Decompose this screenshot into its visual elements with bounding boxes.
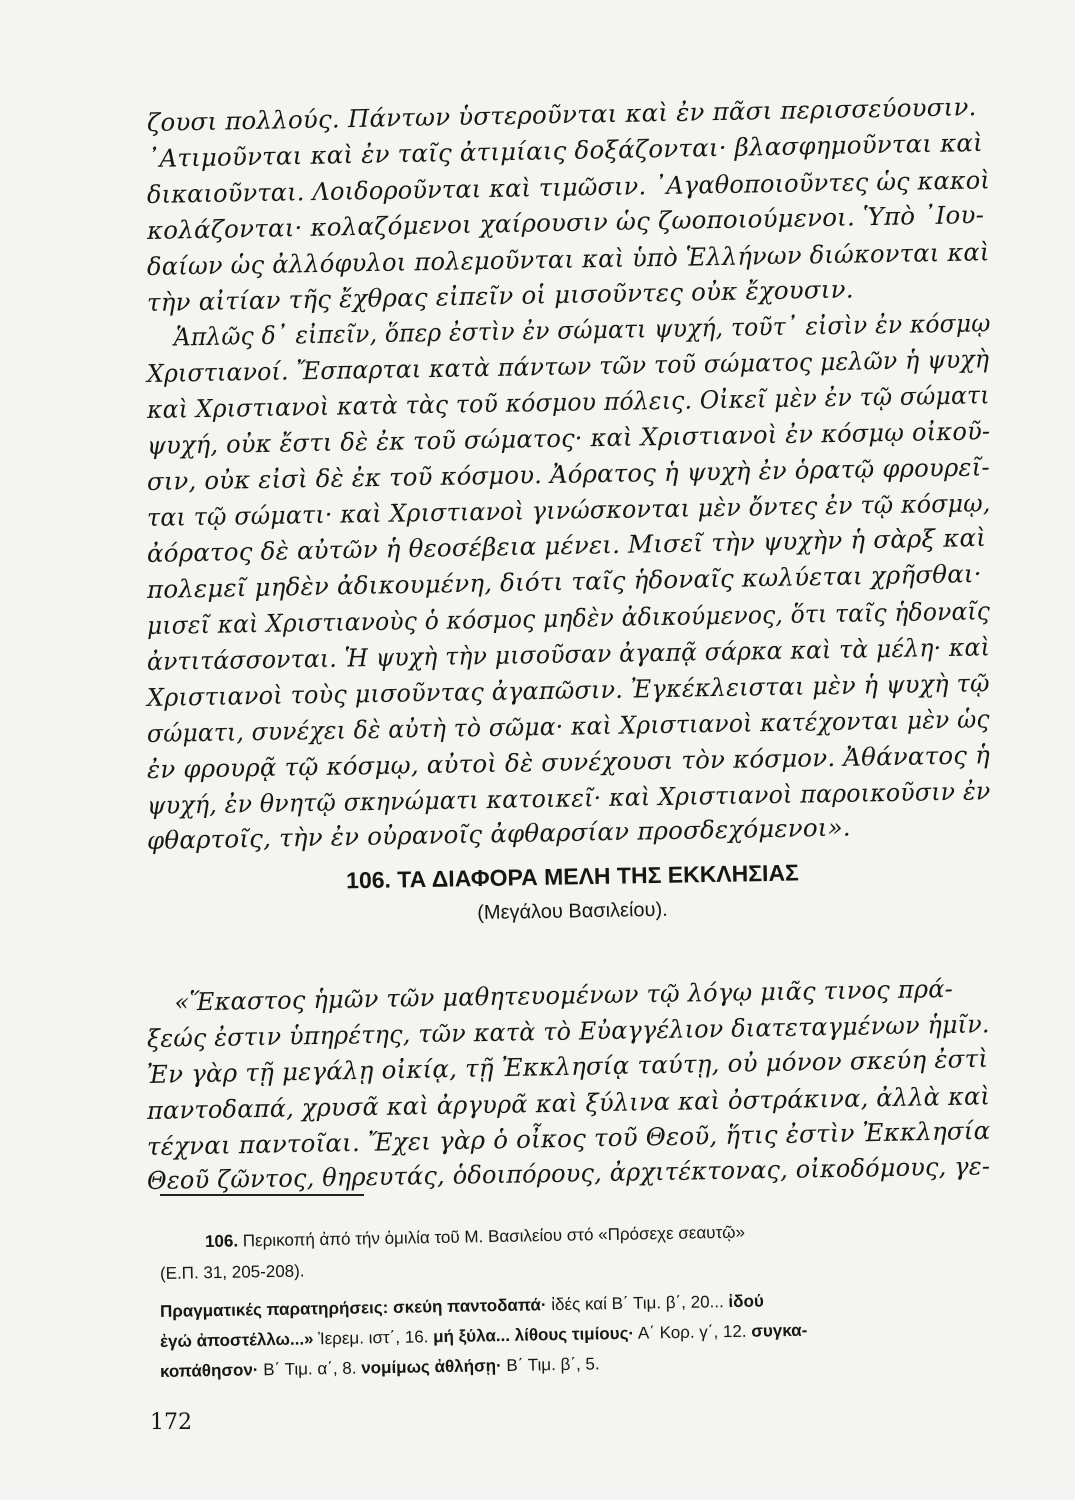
text-line: σιν, οὐκ εἰσὶ δὲ ἐκ τοῦ κόσμου. Ἀόρατος ἡ ψυχὴ ἐν ὁρατῷ φρουρεῖ- [146,452,991,496]
text-line: καὶ Χριστιανοὶ κατὰ τὰς τοῦ κόσμου πόλεις. Οἰκεῖ μὲν ἐν τῷ σώματι [146,380,990,424]
section-subtitle: (Μεγάλου Βασιλείου). [477,898,668,925]
text-line: πολεμεῖ μηδὲν ἀδικουμένη, διότι ταῖς ἡδοναῖς κωλύεται χρῆσθαι· [146,558,982,604]
footnote-line [160,1346,940,1384]
page-number: 172 [150,1410,192,1435]
text-line: ἐν φρουρᾷ τῷ κόσμῳ, αὐτοὶ δὲ συνέχουσι τὸν κόσμον. Ἀθάνατος ἡ [146,740,991,784]
footnote-bold: κοπάθησον· [159,1360,259,1381]
footnote-line [205,1216,985,1254]
footnote-text: Β΄ Τιμ. β΄, 5. [501,1354,600,1376]
footnote-bold: ἐγώ ἀποστέλλω...» [159,1329,314,1351]
text-line: φθαρτοῖς, τὴν ἐν οὐρανοῖς ἀφθαρσίαν προσδεχόμενοι». [146,812,852,855]
text-line: ζουσι πολλούς. Πάντων ὑστεροῦνται καὶ ἐν πᾶσι περισσεύουσιν. [146,92,977,137]
footnote-line: (Ε.Π. 31, 205-208). [159,1261,305,1283]
text-line: ξεώς ἐστιν ὑπηρέτης, τῶν κατὰ τὸ Εὐαγγέλιον διατεταγμένων ἡμῖν. [146,1009,990,1053]
text-line: Χριστιανοὶ τοὺς μισοῦντας ἀγαπῶσιν. Ἐγκέκλεισται μὲν ἡ ψυχὴ τῷ [146,668,990,712]
text-line: Θεοῦ ζῶντος, θηρευτάς, ὁδοιπόρους, ἀρχιτέκτονας, οἰκοδόμους, γε- [146,1151,991,1195]
footnote-bold: ἰδού [723,1291,764,1312]
footnote-bold: συγκα- [746,1320,808,1341]
text-line: παντοδαπά, χρυσᾶ καὶ ἀργυρᾶ καὶ ξύλινα καὶ ὀστράκινα, ἀλλὰ καὶ [146,1081,991,1125]
text-line: ἀντιτάσσονται. Ἡ ψυχὴ τὴν μισοῦσαν ἀγαπᾷ σάρκα καὶ τὰ μέλη· καὶ [146,632,991,676]
text-line: ψυχή, οὐκ ἔστι δὲ ἐκ τοῦ σώματος· καὶ Χριστιανοὶ ἐν κόσμῳ οἰκοῦ- [146,416,991,460]
text-line: «Ἕκαστος ἡμῶν τῶν μαθητευομένων τῷ λόγῳ μιᾶς τινος πρά- [174,973,954,1017]
text-line: τὴν αἰτίαν τῆς ἔχθρας εἰπεῖν οἱ μισοῦντες οὐκ ἔχουσιν. [146,274,854,317]
text-line: σώματι, συνέχει δὲ αὐτὴ τὸ σῶμα· καὶ Χριστιανοὶ κατέχονται μὲν ὡς [146,704,990,748]
text-line: δαίων ὡς ἀλλόφυλοι πολεμοῦνται καὶ ὑπὸ Ἑλλήνων διώκονται καὶ [146,237,990,281]
text-line: μισεῖ καὶ Χριστιανοὺς ὁ κόσμος μηδὲν ἀδικούμενος, ὅτι ταῖς ἡδοναῖς [146,596,991,640]
footnote-number: 106. [204,1231,239,1251]
text-line: κολάζονται· κολαζόμενοι χαίρουσιν ὡς ζωοποιούμενοι. Ὑπὸ ᾿Ιου- [146,199,985,245]
text-line: ψυχή, ἐν θνητῷ σκηνώματι κατοικεῖ· καὶ Χριστιανοὶ παροικοῦσιν ἐν [146,776,991,820]
footnote-text: Περικοπή ἀπό τήν ὁμιλία τοῦ Μ. Βασιλείου στό «Πρόσεχε σεαυτῷ» [242,1222,746,1251]
footnote-bold: Πραγματικές παρατηρήσεις: σκεύη παντοδαπά· [159,1295,547,1321]
text-line: Χριστιανοί. Ἔσπαρται κατὰ πάντων τῶν τοῦ σώματος μελῶν ἡ ψυχὴ [146,344,990,388]
text-line: ται τῷ σώματι· καὶ Χριστιανοὶ γινώσκονται μὲν ὄντες ἐν τῷ κόσμῳ, [146,488,991,532]
text-line: ἀόρατος δὲ αὐτῶν ἡ θεοσέβεια μένει. Μισεῖ τὴν ψυχὴν ἡ σὰρξ καὶ [146,522,987,568]
text-line: Ἐν γὰρ τῇ μεγάλῃ οἰκίᾳ, τῇ Ἐκκλησίᾳ ταύτῃ, οὐ μόνον σκεύη ἐστὶ [146,1043,989,1089]
footnote-divider [160,1194,364,1196]
footnote-text: Β΄ Τιμ. α΄, 8. [258,1358,357,1380]
text-line: τέχναι παντοῖαι. Ἔχει γὰρ ὁ οἶκος τοῦ Θεοῦ, ἥτις ἐστὶν Ἐκκλησία [146,1115,991,1161]
footnote-bold: νομίμως ἀθλήσῃ· [356,1356,502,1378]
footnote-text: ἰδές καί Β΄ Τιμ. β΄, 20... [546,1292,724,1315]
footnote-bold: μή ξύλα... λίθους τιμίους· [428,1323,635,1347]
section-title: 106. ΤΑ ΔΙΑΦΟΡΑ ΜΕΛΗ ΤΗΣ ΕΚΚΛΗΣΙΑΣ [345,859,800,894]
footnote-text: Ἱερεμ. ιστ΄, 16. [313,1327,429,1349]
footnote-text: Α΄ Κορ. γ΄, 12. [633,1321,747,1343]
text-line: δικαιοῦνται. Λοιδοροῦνται καὶ τιμῶσιν. ᾿Αγαθοποιοῦντες ὡς κακοὶ [146,165,991,209]
text-line: Ἁπλῶς δ᾿ εἰπεῖν, ὅπερ ἐστὶν ἐν σώματι ψυχή, τοῦτ᾿ εἰσὶν ἐν κόσμῳ [173,308,991,352]
text-line: ᾿Ατιμοῦνται καὶ ἐν ταῖς ἀτιμίαις δοξάζονται· βλασφημοῦνται καὶ [146,127,984,173]
